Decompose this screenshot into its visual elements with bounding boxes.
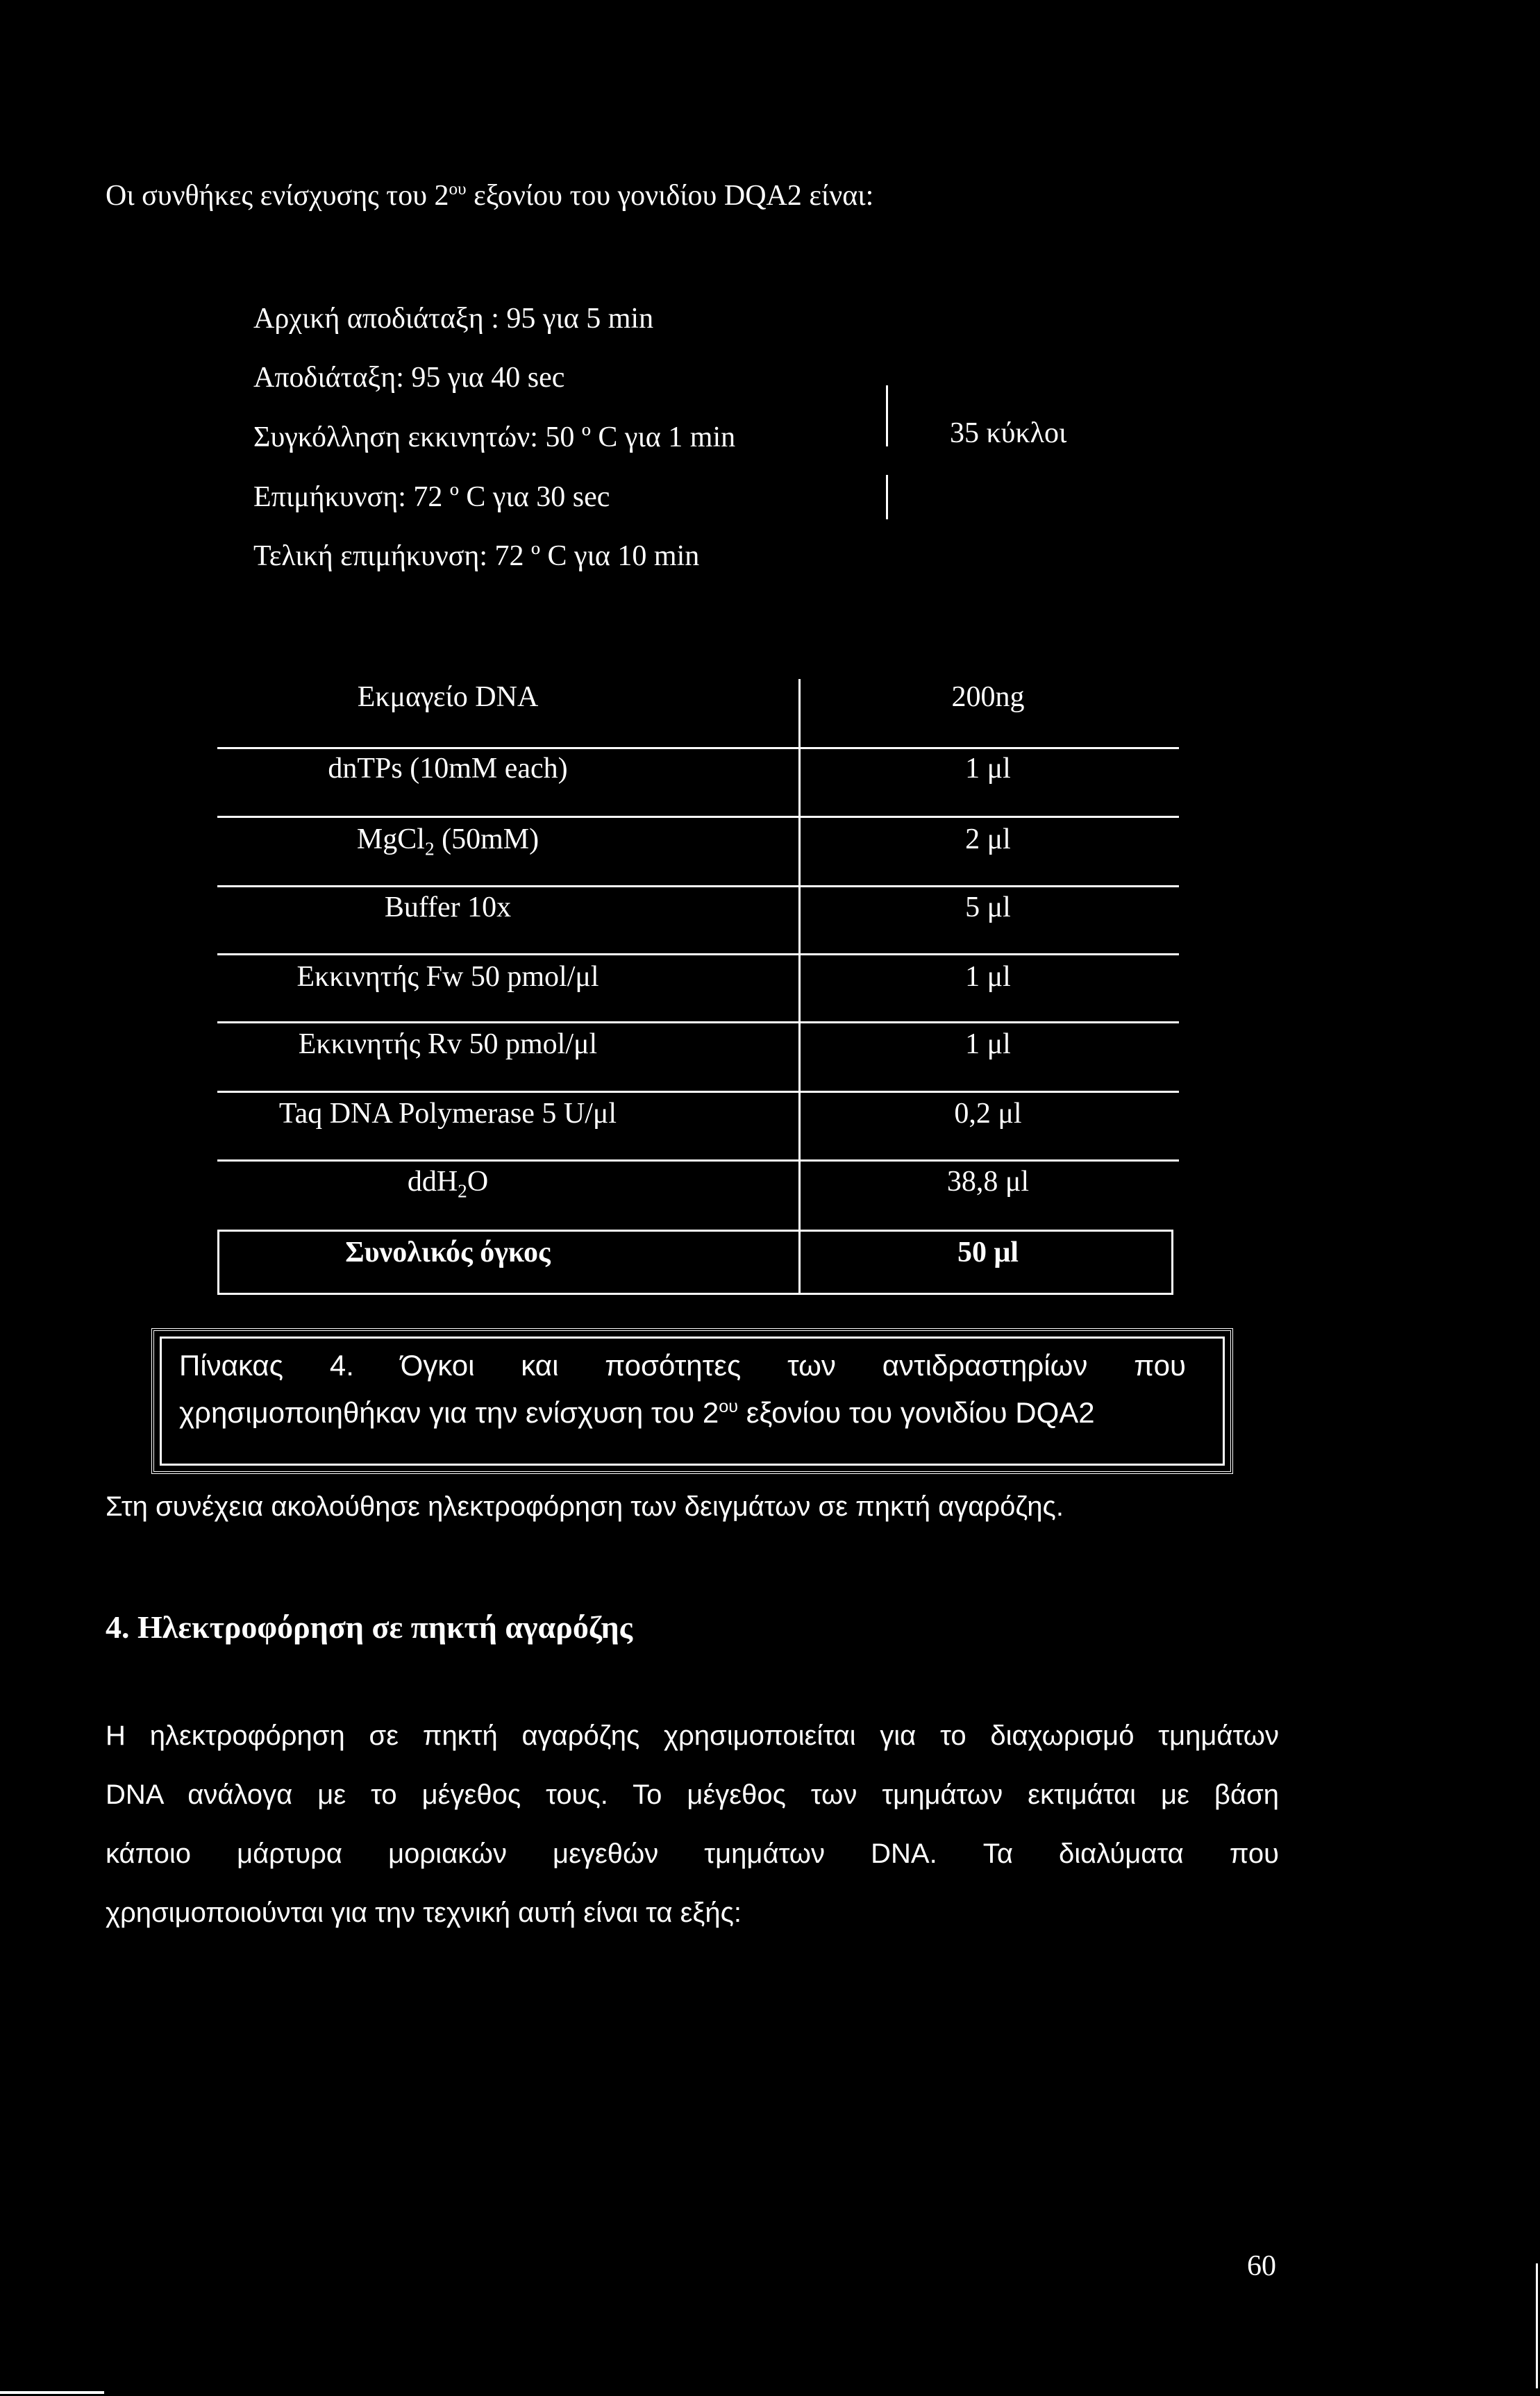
condition-annealing: Συγκόλληση εκκινητών: 50 º C για 1 min xyxy=(253,421,736,453)
table-cell-volume: 2 μl xyxy=(965,823,1011,855)
scan-edge-line xyxy=(1536,2263,1538,2388)
cycles-label: 35 κύκλοι xyxy=(950,417,1067,449)
table-total-volume: 50 μl xyxy=(957,1237,1019,1268)
table-row-divider xyxy=(217,747,1179,749)
reagent-subscript: 2 xyxy=(424,838,435,860)
paragraph-line: χρησιμοποιούνται για την τεχνική αυτή είναι τα εξής: xyxy=(106,1897,742,1928)
table-row-divider xyxy=(217,1021,1179,1023)
cycle-bracket-bottom xyxy=(886,475,888,519)
table-cell-reagent: dnTPs (10mM each) xyxy=(328,753,568,785)
table-cell-volume: 200ng xyxy=(951,681,1025,713)
table-row-divider xyxy=(217,1159,1179,1162)
table-cell-reagent: Εκκινητής Rv 50 pmol/μl xyxy=(298,1028,598,1060)
table-cell-volume: 1 μl xyxy=(965,753,1011,785)
table-cell-reagent: Εκκινητής Fw 50 pmol/μl xyxy=(296,961,599,993)
table-cell-volume: 0,2 μl xyxy=(954,1098,1022,1130)
paragraph-line: DNA ανάλογα με το μέγεθος τους. Το μέγεθος των τμημάτων εκτιμάται με βάση xyxy=(106,1779,1279,1810)
paragraph-line: Η ηλεκτροφόρηση σε πηκτή αγαρόζης χρησιμοποιείται για το διαχωρισμό τμημάτων xyxy=(106,1720,1279,1751)
intro-text-before: Οι συνθήκες ενίσχυσης του 2 xyxy=(106,180,449,212)
paragraph-line: κάποιο μάρτυρα μοριακών μεγεθών τμημάτων DNA. Τα διαλύματα που xyxy=(106,1838,1279,1869)
reagent-subscript: 2 xyxy=(458,1180,467,1202)
table-cell-reagent: Buffer 10x xyxy=(384,891,512,923)
condition-initial-denaturation: Αρχική αποδιάταξη : 95 για 5 min xyxy=(253,303,654,335)
intro-superscript: ου xyxy=(449,180,467,199)
table-cell-reagent xyxy=(97,823,798,860)
reagent-text: O xyxy=(467,1166,489,1198)
table-row-divider xyxy=(217,953,1179,955)
reagent-text: MgCl xyxy=(356,823,425,855)
intro-text-after: εξονίου του γονιδίου DQA2 είναι: xyxy=(466,180,874,212)
table-cell-volume: 1 μl xyxy=(965,961,1011,993)
table-caption-line-2 xyxy=(179,1396,1095,1430)
intro-line xyxy=(106,179,873,212)
reagent-text: ddH xyxy=(407,1166,458,1198)
caption-text: εξονίου του γονιδίου DQA2 xyxy=(738,1396,1095,1429)
table-row-divider xyxy=(217,1091,1179,1093)
continuation-sentence: Στη συνέχεια ακολούθησε ηλεκτροφόρηση των δειγμάτων σε πηκτή αγαρόζης. xyxy=(106,1491,1064,1522)
condition-extension: Επιμήκυνση: 72 º C για 30 sec xyxy=(253,481,610,513)
condition-denaturation: Αποδιάταξη: 95 για 40 sec xyxy=(253,362,565,394)
caption-text: χρησιμοποιηθήκαν για την ενίσχυση του 2 xyxy=(179,1396,719,1429)
table-cell-reagent: Εκμαγείο DNA xyxy=(357,681,539,713)
table-row-divider xyxy=(217,816,1179,818)
cycle-bracket-top xyxy=(886,385,888,446)
caption-superscript: ου xyxy=(719,1397,739,1416)
table-cell-reagent xyxy=(97,1165,798,1202)
reagent-text: (50mM) xyxy=(434,823,539,855)
table-cell-reagent: Taq DNA Polymerase 5 U/μl xyxy=(278,1098,617,1130)
condition-final-extension: Τελική επιμήκυνση: 72 º C για 10 min xyxy=(253,540,700,572)
table-row-divider xyxy=(217,885,1179,887)
scan-edge-rule xyxy=(0,2391,104,2394)
table-cell-volume: 38,8 μl xyxy=(946,1166,1030,1198)
table-caption-line-1: Πίνακας 4. Όγκοι και ποσότητες των αντιδραστηρίων που xyxy=(179,1349,1186,1382)
page-number: 60 xyxy=(1247,2250,1276,2282)
section-heading: 4. Ηλεκτροφόρηση σε πηκτή αγαρόζης xyxy=(106,1609,633,1645)
table-cell-volume: 1 μl xyxy=(965,1028,1011,1060)
table-total-label: Συνολικός όγκος xyxy=(345,1237,551,1268)
table-cell-volume: 5 μl xyxy=(965,891,1011,923)
